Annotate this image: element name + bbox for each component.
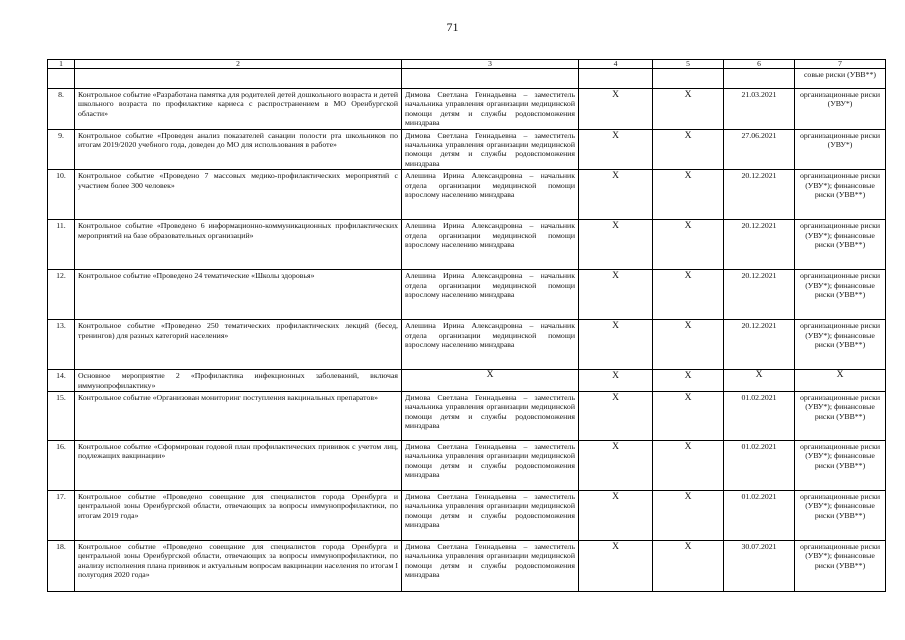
responsible-cell: Алешина Ирина Александровна – начальник отдела организации медицинской помощи взрослому населению минздрава	[402, 220, 579, 270]
mark-cell: X	[579, 270, 653, 320]
mark-cell: X	[579, 441, 653, 491]
deadline-cell: 20.12.2021	[724, 270, 795, 320]
event-cell: Контрольное событие «Проведено 6 информационно-коммуникационных профилактических мероприятий на базе образовательных организаций»	[75, 220, 402, 270]
event-cell: Основное мероприятие 2 «Профилактика инфекционных заболеваний, включая иммунопрофилактику»	[75, 370, 402, 392]
deadline-cell: 01.02.2021	[724, 392, 795, 441]
responsible-cell: Алешина Ирина Александровна – начальник отдела организации медицинской помощи взрослому населению минздрава	[402, 320, 579, 370]
responsible-cell: Димова Светлана Геннадьевна – заместитель начальника управления организации медицинской помощи детям и службы родовспоможения минздрава	[402, 129, 579, 170]
row-number-cell: 8.	[48, 89, 75, 130]
mark-cell: X	[579, 170, 653, 220]
mark-cell: X	[653, 370, 724, 392]
event-cell: Контрольное событие «Сформирован годовой план профилактических прививок с учетом лиц, подлежащих вакцинации»	[75, 441, 402, 491]
deadline-cell: 01.02.2021	[724, 441, 795, 491]
table-row	[48, 270, 886, 320]
deadline-cell: 30.07.2021	[724, 541, 795, 592]
table-row	[48, 320, 886, 370]
responsible-cell: Димова Светлана Геннадьевна – заместитель начальника управления организации медицинской помощи детям и службы родовспоможения минздрава	[402, 541, 579, 592]
responsible-cell: X	[402, 370, 579, 392]
row-number-cell: 16.	[48, 441, 75, 491]
mark-cell: X	[653, 441, 724, 491]
table-row	[48, 491, 886, 541]
mark-cell: X	[653, 89, 724, 130]
mark-cell: X	[653, 170, 724, 220]
risk-cell: организационные риски (УВУ*); финансовые риски (УВВ**)	[795, 441, 886, 491]
mark-cell: X	[653, 491, 724, 541]
event-cell: Контрольное событие «Проведено 7 массовых медико-профилактических мероприятий с участием более 300 человек»	[75, 170, 402, 220]
mark-cell: X	[653, 541, 724, 592]
mark-cell: X	[579, 491, 653, 541]
event-cell: Контрольное событие «Проведено 250 тематических профилактических лекций (бесед, тренингов) для разных категорий населения»	[75, 320, 402, 370]
table-row	[48, 129, 886, 170]
header-cell: 4	[579, 60, 653, 69]
risk-cell: организационные риски (УВУ*)	[795, 129, 886, 170]
event-cell: Контрольное событие «Организован мониторинг поступления вакцинальных препаратов»	[75, 392, 402, 441]
mark-cell: X	[653, 320, 724, 370]
table-row-continuation	[48, 69, 886, 89]
mark-cell: X	[579, 220, 653, 270]
risk-cell: организационные риски (УВУ*)	[795, 89, 886, 130]
risk-cell: организационные риски (УВУ*); финансовые риски (УВВ**)	[795, 491, 886, 541]
responsible-cell: Димова Светлана Геннадьевна – заместитель начальника управления организации медицинской помощи детям и службы родовспоможения минздрава	[402, 89, 579, 130]
responsible-cell: Димова Светлана Геннадьевна – заместитель начальника управления организации медицинской помощи детям и службы родовспоможения минздрава	[402, 392, 579, 441]
event-cell: Контрольное событие «Проведено 24 тематические «Школы здоровья»	[75, 270, 402, 320]
row-number-cell: 17.	[48, 491, 75, 541]
row-number-cell: 9.	[48, 129, 75, 170]
responsible-cell: Димова Светлана Геннадьевна – заместитель начальника управления организации медицинской помощи детям и службы родовспоможения минздрава	[402, 441, 579, 491]
empty-cell	[75, 69, 402, 89]
header-cell: 7	[795, 60, 886, 69]
table-row	[48, 441, 886, 491]
mark-cell: X	[653, 270, 724, 320]
risk-cell: организационные риски (УВУ*); финансовые риски (УВВ**)	[795, 220, 886, 270]
risk-cell: организационные риски (УВУ*); финансовые риски (УВВ**)	[795, 270, 886, 320]
event-cell: Контрольное событие «Разработана памятка для родителей детей дошкольного возраста и детей школьного возраста по профилактике кариеса с распространением в МО Оренбургской области»	[75, 89, 402, 130]
mark-cell: X	[579, 541, 653, 592]
risk-cell: организационные риски (УВУ*); финансовые риски (УВВ**)	[795, 392, 886, 441]
row-number-cell: 11.	[48, 220, 75, 270]
risk-cell: организационные риски (УВУ*); финансовые риски (УВВ**)	[795, 170, 886, 220]
empty-cell	[653, 69, 724, 89]
risk-cell: организационные риски (УВУ*); финансовые риски (УВВ**)	[795, 541, 886, 592]
table-row	[48, 170, 886, 220]
empty-cell	[579, 69, 653, 89]
row-number-cell: 18.	[48, 541, 75, 592]
mark-cell: X	[579, 129, 653, 170]
header-cell: 1	[48, 60, 75, 69]
header-cell: 6	[724, 60, 795, 69]
deadline-cell: 27.06.2021	[724, 129, 795, 170]
risk-cell: X	[795, 370, 886, 392]
table-header-row	[48, 60, 886, 69]
event-cell: Контрольное событие «Проведено совещание для специалистов города Оренбурга и центральной зоны Оренбургской области, отвечающих за вопросы иммунопрофилактики, по анализу исполнения плана прививок и актуальным вопросам вакцинации населения по итогам I полугодия 2020 года»	[75, 541, 402, 592]
table-row	[48, 89, 886, 130]
row-number-cell: 13.	[48, 320, 75, 370]
event-cell: Контрольное событие «Проведен анализ показателей санации полости рта школьников по итогам 2019/2020 учебного года, доведен до МО для использования в работе»	[75, 129, 402, 170]
deadline-cell: 20.12.2021	[724, 170, 795, 220]
risk-cell: организационные риски (УВУ*); финансовые риски (УВВ**)	[795, 320, 886, 370]
events-table	[47, 59, 886, 592]
deadline-cell: 20.12.2021	[724, 320, 795, 370]
mark-cell: X	[579, 320, 653, 370]
responsible-cell: Алешина Ирина Александровна – начальник отдела организации медицинской помощи взрослому населению минздрава	[402, 270, 579, 320]
table-row	[48, 392, 886, 441]
header-cell: 3	[402, 60, 579, 69]
table-row	[48, 370, 886, 392]
mark-cell: X	[579, 370, 653, 392]
page-number: 71	[446, 20, 459, 34]
mark-cell: X	[653, 220, 724, 270]
deadline-cell: 20.12.2021	[724, 220, 795, 270]
empty-cell	[402, 69, 579, 89]
empty-cell	[724, 69, 795, 89]
header-cell: 5	[653, 60, 724, 69]
responsible-cell: Алешина Ирина Александровна – начальник отдела организации медицинской помощи взрослому населению минздрава	[402, 170, 579, 220]
deadline-cell: X	[724, 370, 795, 392]
deadline-cell: 21.03.2021	[724, 89, 795, 130]
mark-cell: X	[653, 392, 724, 441]
row-number-cell: 12.	[48, 270, 75, 320]
table-row	[48, 220, 886, 270]
risk-cell: совые риски (УВВ**)	[795, 69, 886, 89]
row-number-cell: 14.	[48, 370, 75, 392]
row-number-cell: 15.	[48, 392, 75, 441]
mark-cell: X	[653, 129, 724, 170]
responsible-cell: Димова Светлана Геннадьевна – заместитель начальника управления организации медицинской помощи детям и службы родовспоможения минздрава	[402, 491, 579, 541]
header-cell: 2	[75, 60, 402, 69]
event-cell: Контрольное событие «Проведено совещание для специалистов города Оренбурга и центральной зоны Оренбургской области, отвечающих за вопросы иммунопрофилактики, по итогам 2019 года»	[75, 491, 402, 541]
row-number-cell: 10.	[48, 170, 75, 220]
mark-cell: X	[579, 392, 653, 441]
mark-cell: X	[579, 89, 653, 130]
empty-cell	[48, 69, 75, 89]
deadline-cell: 01.02.2021	[724, 491, 795, 541]
table-row	[48, 541, 886, 592]
